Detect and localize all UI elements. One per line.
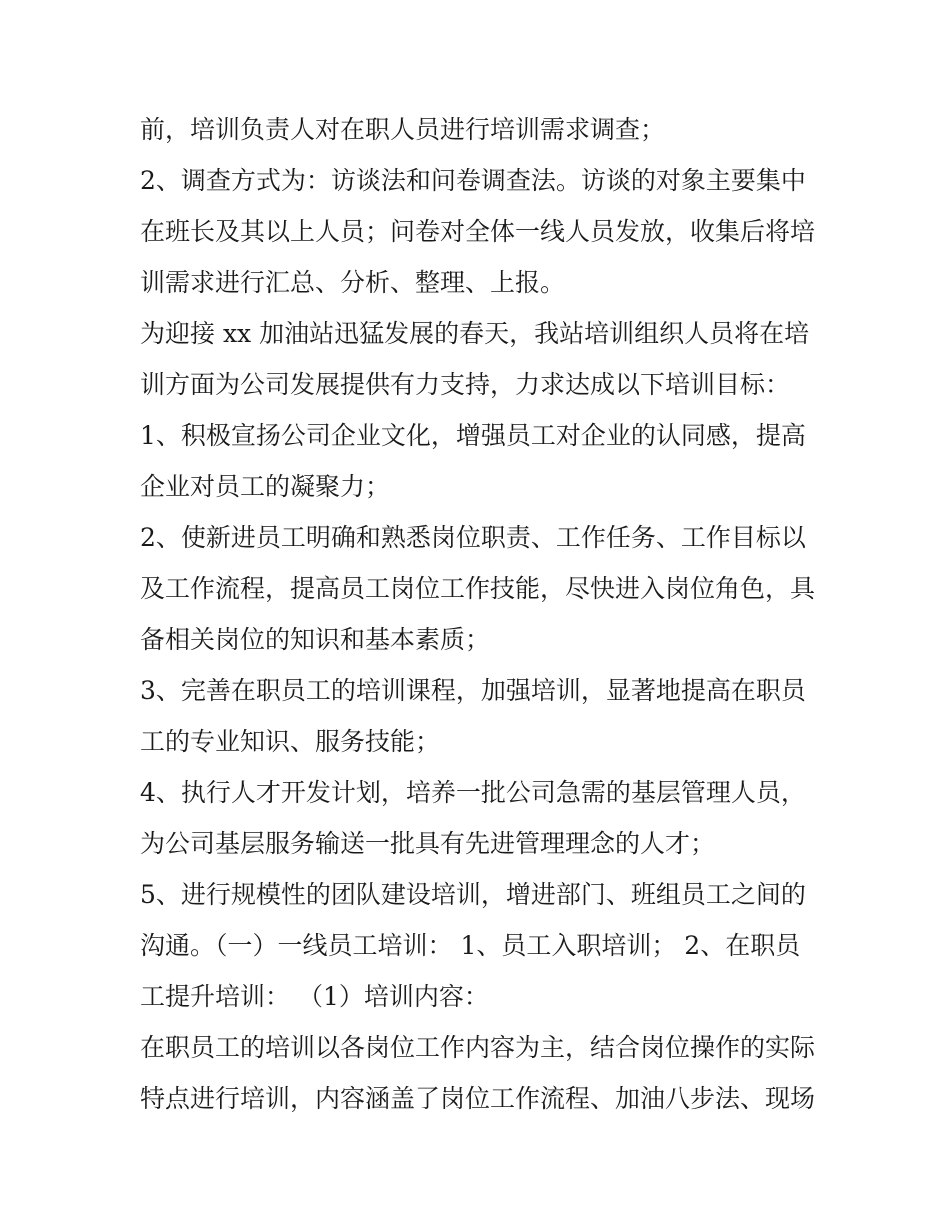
text-line-20: 特点进行培训，内容涵盖了岗位工作流程、加油八步法、现场 [140,1084,816,1113]
text-line-11: 备相关岗位的知识和基本素质； [140,625,491,654]
text-line-10: 及工作流程，提高员工岗位工作技能，尽快进入岗位角色，具 [140,574,816,603]
text-line-17: 沟通。（一）一线员工培训： 1、员工入职培训； 2、在职员 [140,931,801,960]
text-line-8: 企业对员工的凝聚力； [140,472,391,501]
text-line-18: 工提升培训： （1）培训内容： [140,982,489,1011]
text-line-9: 2、使新进员工明确和熟悉岗位职责、工作任务、工作目标以 [140,523,806,552]
text-line-2: 2、调查方式为：访谈法和问卷调查法。访谈的对象主要集中 [140,166,806,195]
text-line-13: 工的专业知识、服务技能； [140,727,441,756]
text-line-16: 5、进行规模性的团队建设培训，增进部门、班组员工之间的 [140,880,806,909]
text-line-6: 训方面为公司发展提供有力支持，力求达成以下培训目标： [140,370,791,399]
document-body [140,104,820,1124]
text-line-7: 1、积极宣扬公司企业文化，增强员工对企业的认同感，提高 [140,421,806,450]
text-line-12: 3、完善在职员工的培训课程，加强培训，显著地提高在职员 [140,676,806,705]
text-line-1: 前，培训负责人对在职人员进行培训需求调查； [140,115,666,144]
text-line-14: 4、执行人才开发计划，培养一批公司急需的基层管理人员， [140,778,806,807]
text-line-5: 为迎接 xx 加油站迅猛发展的春天，我站培训组织人员将在培 [140,319,810,348]
text-line-4: 训需求进行汇总、分析、整理、上报。 [140,268,566,297]
text-line-15: 为公司基层服务输送一批具有先进管理理念的人才； [140,829,716,858]
text-line-3: 在班长及其以上人员；问卷对全体一线人员发放，收集后将培 [140,217,816,246]
text-line-19: 在职员工的培训以各岗位工作内容为主，结合岗位操作的实际 [140,1033,816,1062]
